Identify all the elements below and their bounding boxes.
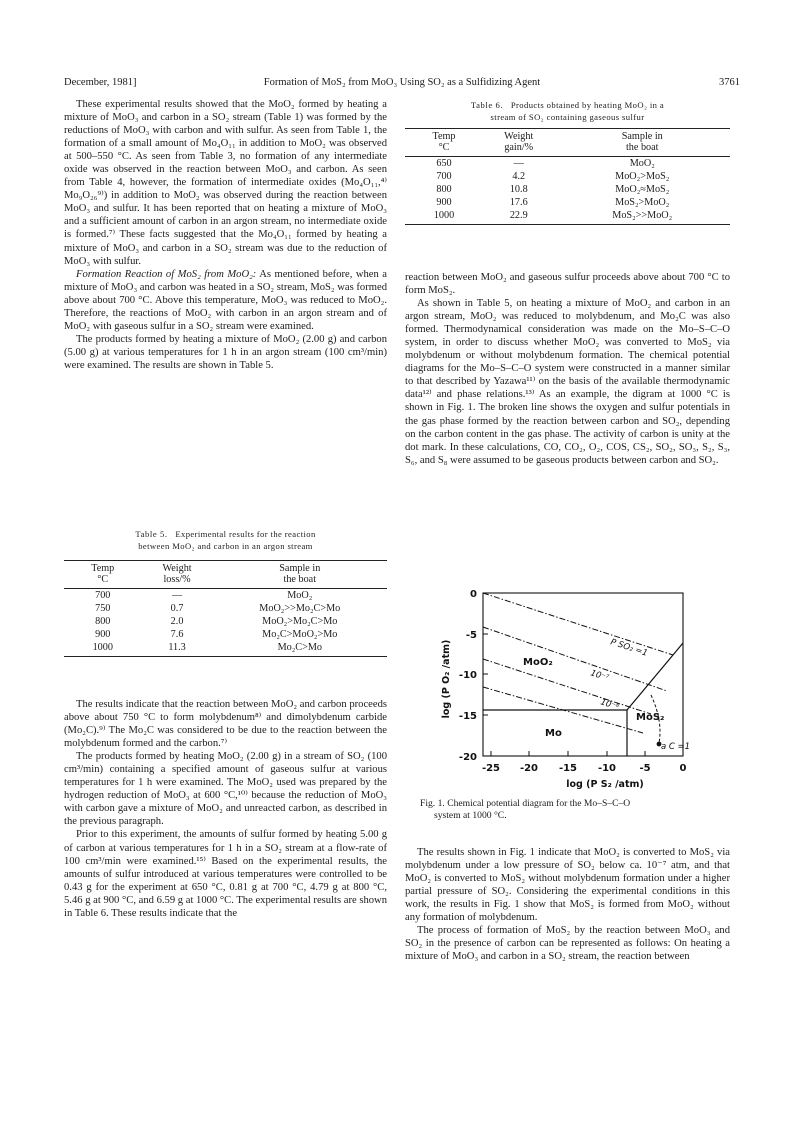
table-row: 700 — MoO₂: [95, 590, 313, 601]
paragraph-formation-process: The process of formation of MoS₂ by the reaction between MoO₃ and SO₂ in the presence of carbon can be represented as follows: On heating a mixture of MoO₃ and carbon in a SO₂ stream, the reaction between: [405, 925, 730, 963]
paragraph-fig1-results: The results shown in Fig. 1 indicate that MoO₂ is converted to MoS₂ via molybdenum under a low pressure of SO₂ below ca. 10⁻⁷ atm, and that MoO₂ is converted to MoS₂ without molybdenum formation under a higher partial pressure of SO₂. Considering the experimental conditions in this work, the results in Fig. 1 show that MoS₂ is formed from MoO₂ without any formation of molybdenum.: [405, 847, 730, 924]
paragraph-continuation: reaction between MoO₂ and gaseous sulfur proceeds above about 700 °C to form MoS₂.: [405, 272, 730, 297]
region-label-mo: Mo: [545, 728, 562, 739]
paragraph-formation-reaction: Formation Reaction of MoS₂ from MoO₂: As mentioned before, when a mixture of MoO₃ and carbon was heated in a SO₂ stream, MoS₂ was formed above about 700 °C. Above this temperature, MoO₃ was reduced to MoO₂. Therefore, the reactions of MoO₂ with carbon in an argon stream and of MoO₂ with gaseous sulfur in a SO₂ stream were examined.: [64, 268, 387, 332]
paragraph-table5-intro: The products formed by heating a mixture of MoO₂ (2.00 g) and carbon (5.00 g) at various temperatures for 1 h in an argon stream (100 cm³/min) were examined. The results are shown in Table 5.: [64, 333, 387, 371]
x-tick-label: -10: [597, 763, 617, 774]
y-tick-label: -5: [465, 630, 477, 641]
paragraph-thermodynamics: As shown in Table 5, on heating a mixture of MoO₂ and carbon in an argon stream, MoO₂ was reduced to molybdenum, and Mo₂C was also formed. Thermodynamical consideration was made on the Mo–S–C–O system, in order to discuss whether MoO₂ was converted to MoS₂ via molybdenum or without molybdenum formation. The chemical potential diagrams for the Mo–S–C–O system were constructed in a manner similar to that described by Yazawa¹¹⁾ on the basis of the available thermodynamic data¹²⁾ and phase relations.¹³⁾ As an example, the digram at 1000 °C is shown in Fig. 1. The broken line shows the oxygen and sulfur potentials in the gas phase formed by the reaction between carbon and SO₂, depending on the carbon content in the gas phase. The activity of carbon is unity at the dot mark. In these calculations, CO, CO₂, O₂, COS, CS₂, SO₂, SO₃, S₂, S₃, S₆, and S₈ were assumed to be gaseous products between carbon and SO₂.: [405, 298, 730, 466]
table-6-caption: Table 6. Products obtained by heating MoO₂ in a stream of SO₂ containing gaseous sulfur: [470, 100, 665, 122]
page-number: 3761: [719, 77, 740, 88]
figure-caption: Fig. 1. Chemical potential diagram for the Mo–S–C–O system at 1000 °C.: [420, 798, 631, 821]
table-row: 900 17.6 MoS₂>MoO₂: [436, 197, 670, 208]
left-column-top: [64, 98, 387, 372]
table-6-grid: [405, 128, 730, 225]
table-5-caption: Table 5. Experimental results for the reaction between MoO₂ and carbon in an argon stream: [135, 529, 316, 551]
paragraph-moo2-so2: The products formed by heating MoO₂ (2.00 g) in a stream of SO₂ (100 cm³/min) containing a specified amount of gaseous sulfur at various temperatures for 1 h were examined. The MoO₂ used was prepared by the hydrogen reduction of MoO₃ at 600 °C,¹⁰⁾ because the reduction of MoO₃ with carbon gave a mixture of MoO₂ and unreacted carbon, as described in the previous paragraph.: [64, 751, 387, 828]
x-axis-label: log (P S₂ /atm): [566, 779, 644, 790]
left-column-bottom: [64, 698, 387, 920]
paragraph-intermediate-oxides: These experimental results showed that the MoO₂ formed by heating a mixture of MoO₃ and carbon in a SO₂ stream (Table 1) was formed by the reductions of MoO₃ with carbon and with sulfur. As seen from Table 1, the formation of a small amount of Mo₄O₁₁ in addition to MoO₂ was observed at 500–550 °C. As seen from Table 3, no formation of any intermediate oxide was observed in the reaction between MoO₃ and carbon. As seen from Table 4, however, the formation of intermediate oxides (Mo₄O₁₁,⁴⁾ Mo₉O₂₆⁹⁾) in addition to MoO₂ was observed during the reaction between MoO₃ and sulfur. It has been reported that on heating a mixture of MoO₃ and a sufficient amount of carbon in an argon stream, no intermediate oxide is formed.⁷⁾ These facts suggested that the Mo₄O₁₁ formed by heating a mixture of MoO₃ and carbon in a SO₂ stream was due to the reduction of MoO₃ with sulfur.: [64, 99, 387, 267]
y-tick-label: -20: [458, 752, 477, 763]
x-tick-label: -15: [558, 763, 578, 774]
paragraph-results-mo2c: The results indicate that the reaction between MoO₂ and carbon proceeds above about 750 °C to form molybdenum⁸⁾ and dimolybdenum carbide (Mo₂C).⁹⁾ The Mo₂C was considered to be due to the reaction between the molybdenum formed and the carbon.⁷⁾: [64, 699, 387, 750]
table-header: Temp °C: [64, 561, 142, 589]
table-row: 650 — MoO₂: [436, 158, 655, 169]
x-tick-label: -20: [519, 763, 539, 774]
y-tick-label: 0: [470, 589, 477, 600]
table-row: 900 7.6 Mo₂C>MoO₂>Mo: [95, 629, 338, 640]
table-header: Temp °C: [405, 129, 483, 157]
section-heading: Formation Reaction of MoS₂ from MoO₂:: [76, 268, 257, 280]
table-row: 800 10.8 MoO₂≈MoS₂: [436, 184, 670, 195]
table-header: Sample in the boat: [213, 561, 387, 589]
iso-label-1e-7: 10⁻⁷: [589, 668, 610, 684]
table-header: Weight loss/%: [142, 561, 213, 589]
table-6: [405, 99, 730, 225]
table-header: Weight gain/%: [483, 129, 555, 157]
y-tick-label: -15: [458, 711, 477, 722]
table-row: 800 2.0 MoO₂>Mo₂C>Mo: [95, 616, 338, 627]
carbon-activity-label: a C =1: [661, 742, 691, 752]
phase-boundaries: [483, 643, 683, 756]
table-5: [64, 528, 387, 657]
x-tick-label: 0: [679, 763, 687, 774]
header-title: Formation of MoS₂ from MoO₃ Using SO₂ as a Sulfidizing Agent: [263, 77, 541, 88]
plot-frame: [483, 593, 683, 756]
region-label-moo2: MoO₂: [523, 657, 553, 668]
y-tick-label: -10: [458, 670, 477, 681]
table-row: 700 4.2 MoO₂>MoS₂: [436, 171, 670, 182]
x-tick-label: -25: [481, 763, 501, 774]
right-column-top: [405, 271, 730, 467]
paragraph-sulfur-amounts: Prior to this experiment, the amounts of sulfur formed by heating 5.00 g of carbon at various temperatures for 1 h in a SO₂ stream at a flow-rate of 100 cm³/min were examined.¹⁵⁾ Based on the experimental results, the amounts of sulfur introduced at various temperatures were controlled to be 0.43 g for the experiment at 650 °C, 0.81 g at 700 °C, 4.79 g at 800 °C, 5.46 g at 900 °C, and 6.59 g at 1000 °C. The experimental results are shown in Table 6. These results indicate that the: [64, 829, 387, 919]
region-label-mos2: MoS₂: [636, 712, 665, 723]
right-column-bottom: [405, 846, 730, 963]
header-date: December, 1981]: [64, 77, 137, 88]
table-row: 1000 22.9 MoS₂>>MoO₂: [405, 209, 730, 225]
table-row: 750 0.7 MoO₂>>Mo₂C>Mo: [95, 603, 341, 614]
iso-label-pso2: P SO₂ =1: [609, 637, 649, 659]
table-row: 1000 11.3 Mo₂C>Mo: [64, 641, 387, 657]
iso-label-1e-8: 10⁻⁸: [599, 697, 620, 713]
chemical-potential-diagram: [405, 583, 730, 793]
running-header: [64, 77, 740, 91]
table-5-grid: [64, 560, 387, 657]
x-tick-label: -5: [639, 763, 651, 774]
table-header: Sample in the boat: [555, 129, 731, 157]
y-axis-label: log (P O₂ /atm): [441, 639, 452, 719]
